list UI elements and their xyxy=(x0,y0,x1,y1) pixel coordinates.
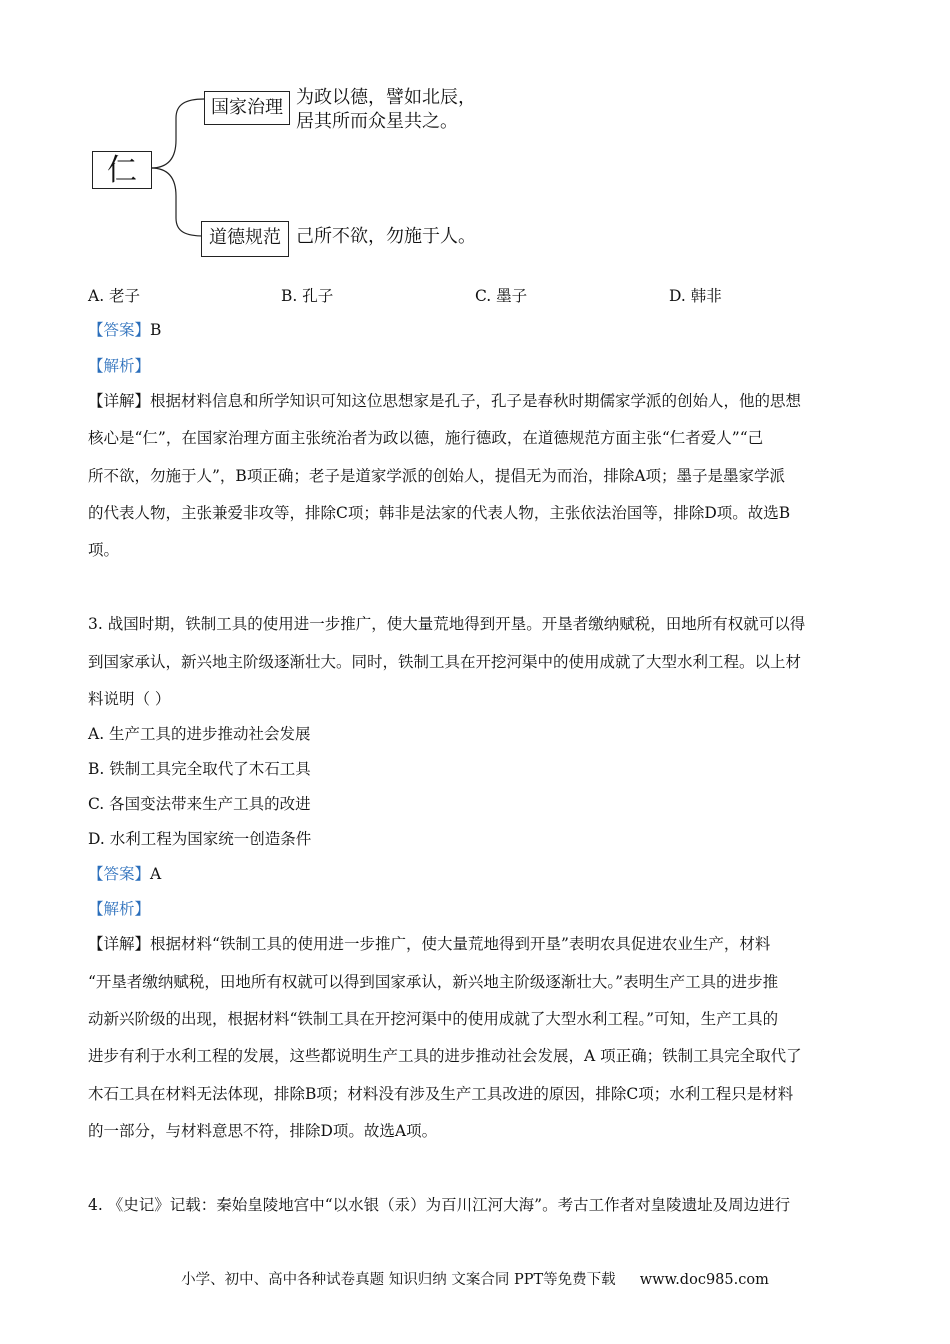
governance-label: 国家治理 xyxy=(211,97,283,118)
q3-option-a: A. 生产工具的进步推动社会发展 xyxy=(88,725,311,743)
q2-detail-line-4: 的代表人物，主张兼爱非攻等，排除C项；韩非是法家的代表人物，主张依法治国等，排除D项。故选B xyxy=(88,504,791,522)
detail-tag: 【详解】 xyxy=(88,392,151,410)
detail-tag: 【详解】 xyxy=(88,935,151,953)
governance-quote-line-2: 居其所而众星共之。 xyxy=(296,111,458,132)
governance-quote-line-1: 为政以德，譬如北辰， xyxy=(296,87,476,108)
moral-label: 道德规范 xyxy=(209,227,281,248)
detail-text: 根据材料“铁制工具的使用进一步推广，使大量荒地得到开垦”表明农具促进农业生产，材料 xyxy=(150,935,771,953)
q2-detail-line-1 xyxy=(88,391,801,411)
q3-detail-line-4: 进步有利于水利工程的发展，这些都说明生产工具的进步推动社会发展，A 项正确；铁制工具完全取代了 xyxy=(88,1047,802,1065)
answer-value: B xyxy=(150,321,162,339)
q3-stem-line-3: 料说明（ ） xyxy=(88,690,171,708)
q3-stem-line-2: 到国家承认，新兴地主阶级逐渐壮大。同时，铁制工具在开挖河渠中的使用成就了大型水利工程。以上材 xyxy=(88,653,802,671)
detail-text: 根据材料信息和所学知识可知这位思想家是孔子，孔子是春秋时期儒家学派的创始人，他的思想 xyxy=(150,392,802,410)
moral-quote: 己所不欲，勿施于人。 xyxy=(296,226,476,247)
answer-tag: 【答案】 xyxy=(88,865,151,883)
q2-detail-line-2: 核心是“仁”，在国家治理方面主张统治者为政以德，施行德政，在道德规范方面主张“仁者爱人”“己 xyxy=(88,429,764,447)
q2-option-b: B. 孔子 xyxy=(281,287,334,305)
q2-answer xyxy=(88,320,161,340)
q3-option-d: D. 水利工程为国家统一创造条件 xyxy=(88,830,312,848)
footer-url[interactable]: www.doc985.com xyxy=(639,1272,769,1288)
q2-analysis-tag: 【解析】 xyxy=(88,357,151,375)
box-moral-norms xyxy=(201,221,289,257)
q2-option-c: C. 墨子 xyxy=(475,287,528,305)
q4-stem-line-1: 4. 《史记》记载：秦始皇陵地宫中“以水银（汞）为百川江河大海”。考古工作者对皇陵遗址及周边进行 xyxy=(88,1196,791,1214)
answer-tag: 【答案】 xyxy=(88,321,151,339)
center-label: 仁 xyxy=(107,153,137,188)
page-footer xyxy=(0,1270,950,1290)
q3-detail-line-5: 木石工具在材料无法体现，排除B项；材料没有涉及生产工具改进的原因，排除C项；水利工程只是材料 xyxy=(88,1085,794,1103)
q2-option-a: A. 老子 xyxy=(88,287,141,305)
q2-detail-line-5: 项。 xyxy=(88,541,120,559)
q3-detail-line-2: “开垦者缴纳赋税，田地所有权就可以得到国家承认，新兴地主阶级逐渐壮大。”表明生产工具的进步推 xyxy=(88,973,779,991)
q3-answer xyxy=(88,864,161,884)
q3-option-c: C. 各国变法带来生产工具的改进 xyxy=(88,795,311,813)
q3-detail-line-6: 的一部分，与材料意思不符，排除D项。故选A项。 xyxy=(88,1122,438,1140)
footer-text: 小学、初中、高中各种试卷真题 知识归纳 文案合同 PPT等免费下载 xyxy=(181,1272,616,1288)
q3-analysis-tag: 【解析】 xyxy=(88,900,151,918)
q3-option-b: B. 铁制工具完全取代了木石工具 xyxy=(88,760,311,778)
q3-stem-line-1: 3. 战国时期，铁制工具的使用进一步推广，使大量荒地得到开垦。开垦者缴纳赋税，田地所有权就可以得 xyxy=(88,615,806,633)
q2-detail-line-3: 所不欲，勿施于人”，B项正确；老子是道家学派的创始人，提倡无为而治，排除A项；墨子是墨家学派 xyxy=(88,467,786,485)
box-national-governance xyxy=(204,91,290,125)
q3-detail-line-1 xyxy=(88,934,770,954)
q3-detail-line-3: 动新兴阶级的出现，根据材料“铁制工具在开挖河渠中的使用成就了大型水利工程。”可知，生产工具的 xyxy=(88,1010,779,1028)
center-box-ren xyxy=(92,151,152,189)
answer-value: A xyxy=(150,865,162,883)
q2-option-d: D. 韩非 xyxy=(669,287,722,305)
